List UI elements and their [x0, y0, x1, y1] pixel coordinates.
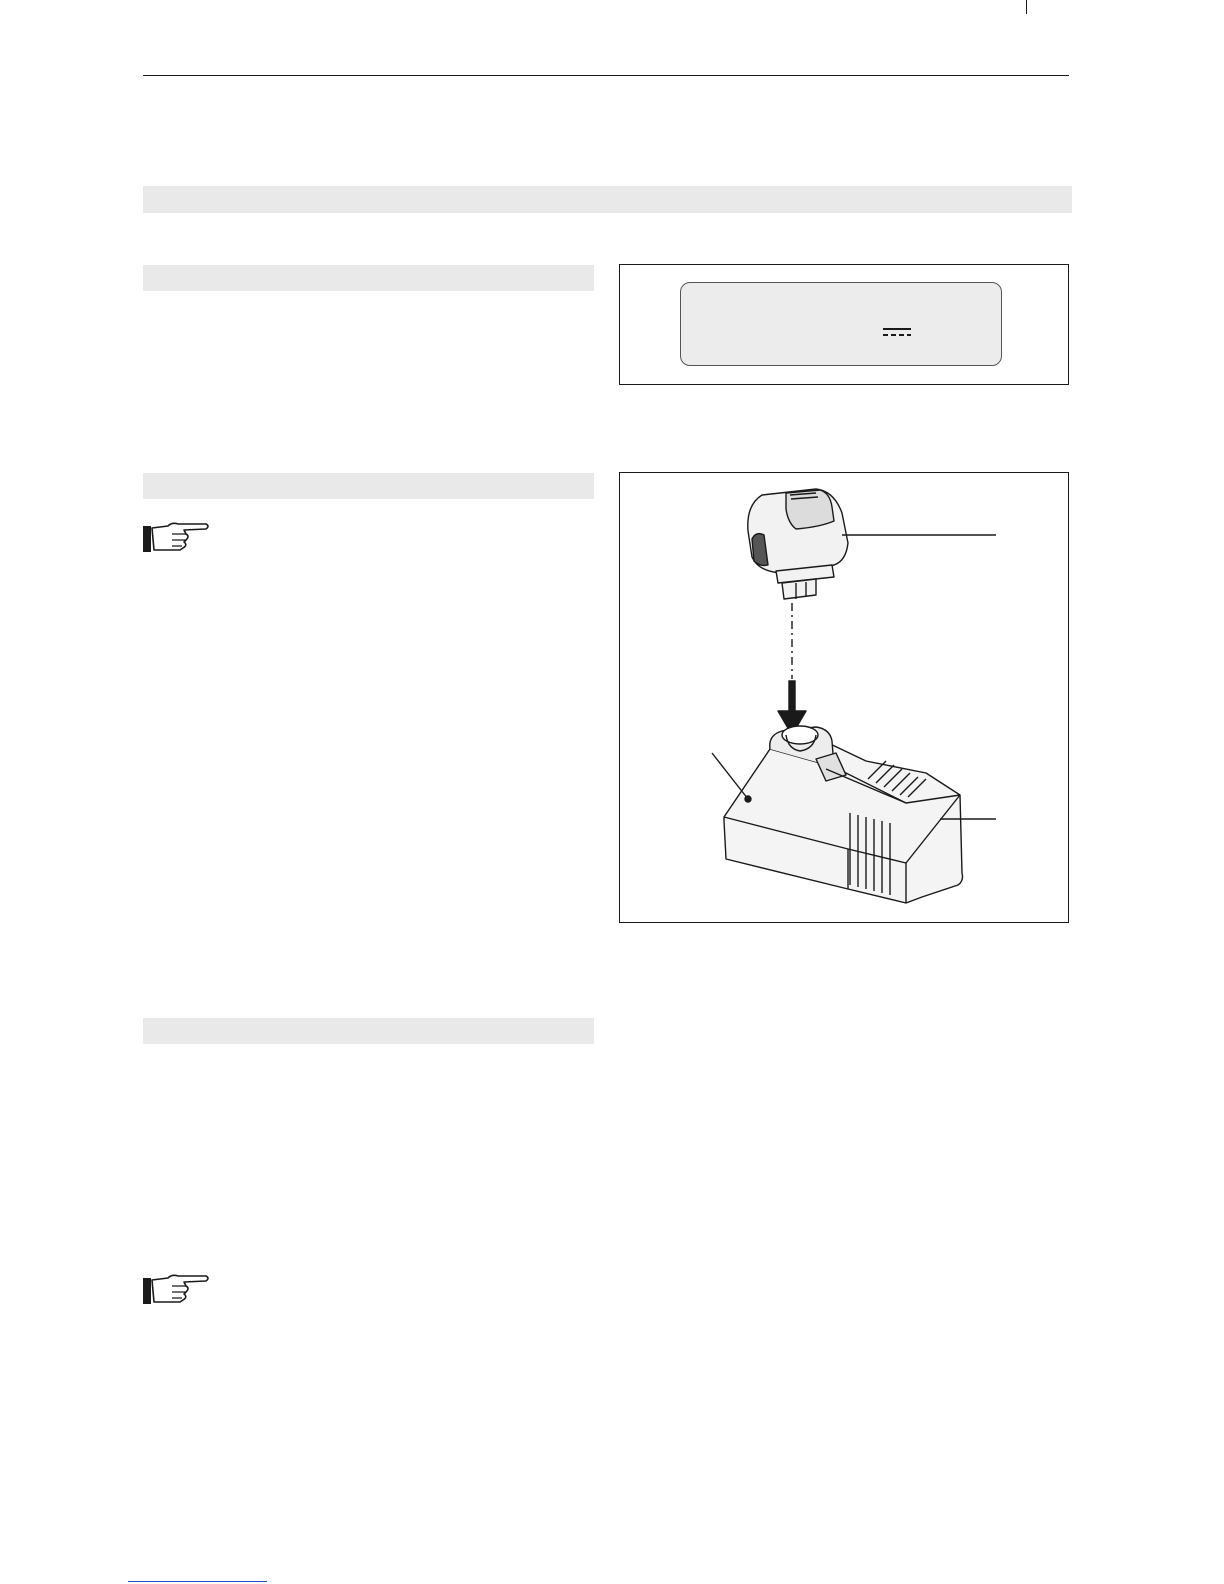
dc-current-icon: [883, 327, 911, 337]
rating-label-figure: [619, 264, 1069, 385]
pointing-hand-icon: [142, 518, 212, 554]
charger-base: [712, 726, 996, 903]
section-heading-bar-main: [143, 186, 1072, 213]
pointing-hand-icon: [142, 1270, 212, 1306]
section-heading-bar-3: [143, 1018, 594, 1044]
section-heading-bar-2: [143, 473, 594, 499]
charger-illustration: [620, 473, 1068, 922]
crop-mark: [1026, 0, 1027, 14]
charger-figure: [619, 472, 1069, 923]
section-heading-bar-1: [143, 265, 594, 291]
rating-label-plate: [680, 282, 1002, 366]
footer-link-underline[interactable]: [128, 1581, 267, 1582]
header-rule: [143, 75, 1069, 76]
battery-pack: [748, 489, 996, 599]
